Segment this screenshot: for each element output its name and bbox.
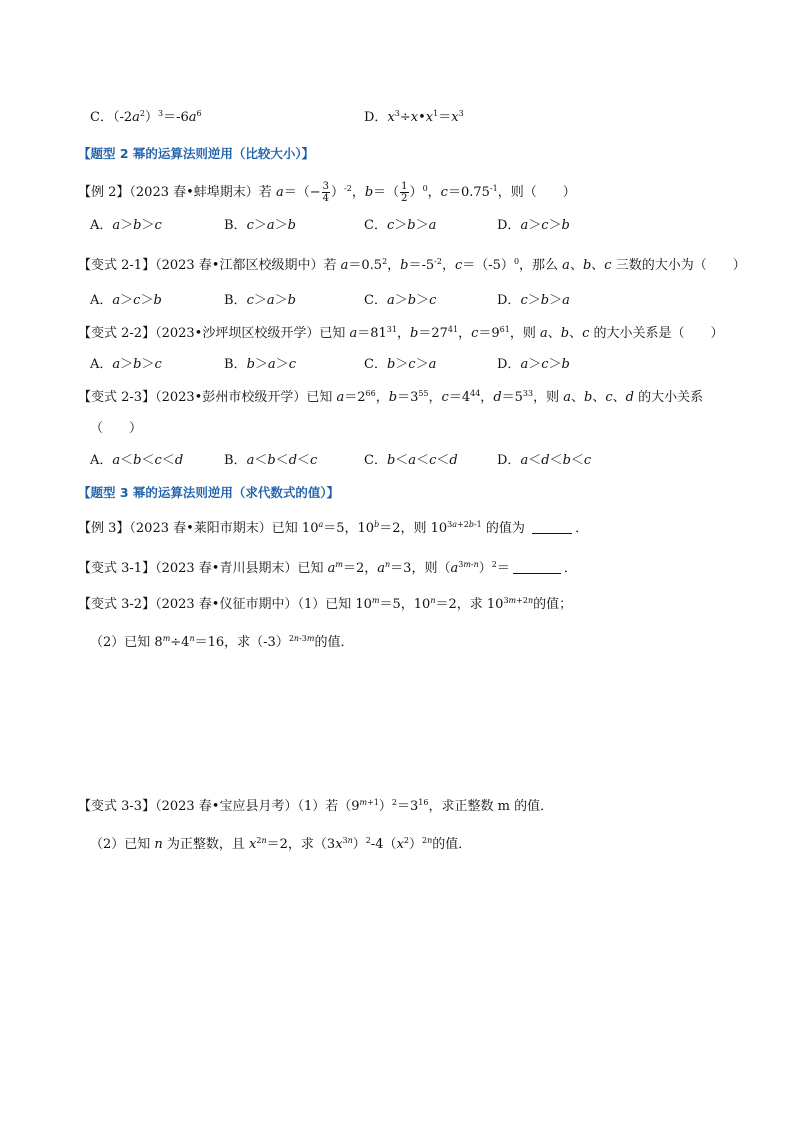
variant-2-2-options [0, 356, 794, 374]
variant-2-3-paren: （ ） [90, 421, 143, 436]
variant-3-2-question-2: （2）已知 $8^m\div 4^n=16$，求$(-3)^{2n-3m}$的值． [90, 634, 354, 650]
answer-blank [532, 521, 572, 534]
section-heading-type2: 【题型 2 幂的运算法则逆用（比较大小）】 [78, 146, 315, 161]
option-a: A．a＞b＞c [90, 357, 162, 372]
answer-blank [513, 561, 561, 574]
option-d: D．$x^3\div x•x^1=x^3$ [364, 109, 464, 125]
option-d: D．a＞c＞b [497, 357, 570, 372]
option-c: C．c＞b＞a [364, 218, 437, 233]
option-b: B．c＞a＞b [224, 293, 296, 308]
option-d: D．c＞b＞a [497, 293, 570, 308]
variant-2-1-options [0, 292, 794, 310]
variant-3-3-question-1: 【变式 3-3】（2023 春•宝应县月考）（1）若$(9^{m+1})^2=3^{16}$，求正整数 m 的值． [78, 798, 554, 814]
variant-3-2-question-1: 【变式 3-2】（2023 春•仪征市期中）（1）已知 $10^m=5$，$10^n=2$，求 $10^{3m+2n}$的值； [78, 596, 573, 612]
example-3-question: 【例 3】（2023 春•莱阳市期末）已知 $10^a=5$，$10^b=2$，则 $10^{3a+2b-1}$ 的值为 ． [78, 520, 589, 536]
fraction-3-4: $\frac{3}{4}$ [322, 181, 329, 204]
option-c: C．a＞b＞c [364, 293, 437, 308]
variant-2-3-options [0, 452, 794, 470]
option-d: D．a＜d＜b＜c [497, 453, 592, 468]
variant-3-3-question-2: （2）已知 n 为正整数，且 $x^{2n}=2$，求$(3x^{3n})^2-4(x^2)^{2n}$的值． [90, 836, 472, 852]
example-2-options [0, 217, 794, 235]
section-heading-type3: 【题型 3 幂的运算法则逆用（求代数式的值）】 [78, 485, 340, 500]
top-options-row [0, 109, 794, 127]
option-b: B．b＞a＞c [224, 357, 296, 372]
variant-2-2-question: 【变式 2-2】（2023•沙坪坝区校级开学）已知 $a=81^{31}$，$b=27^{41}$，$c=9^{61}$，则 a、b、c 的大小关系是（ ） [78, 325, 724, 341]
option-b: B．a＜b＜d＜c [224, 453, 318, 468]
option-a: A．a＞b＞c [90, 218, 162, 233]
example-2-question: 【例 2】（2023 春•蚌埠期末）若 a＝（− $\frac{3}{4}$ ）$^{-2}$，b＝（ $\frac{1}{2}$ ）$^0$，$c=0.75^{-1}$，则（ ） [78, 181, 576, 204]
option-a: A．a＞c＞b [90, 293, 162, 308]
option-c: C．b＞c＞a [364, 357, 437, 372]
variant-2-3-question: 【变式 2-3】（2023•彭州市校级开学）已知 $a=2^{66}$，$b=3^{55}$，$c=4^{44}$，$d=5^{33}$，则 a、b、c、d 的大小关系 [78, 389, 704, 405]
option-b: B．c＞a＞b [224, 218, 296, 233]
option-c: C．$(-2a^2)^3=-6a^6$ [90, 109, 202, 125]
variant-2-1-question: 【变式 2-1】（2023 春•江都区校级期中）若 $a=0.5^2$，$b=-5^{-2}$，$c=(-5)^0$，那么 a、b、c 三数的大小为（ ） [78, 257, 746, 273]
option-c: C．b＜a＜c＜d [364, 453, 458, 468]
option-a: A．a＜b＜c＜d [90, 453, 184, 468]
fraction-1-2: $\frac{1}{2}$ [401, 181, 408, 204]
option-d: D．a＞c＞b [497, 218, 570, 233]
variant-3-1-question: 【变式 3-1】（2023 春•青川县期末）已知 $a^m=2$，$a^n=3$，则$(a^{3m-n})^2=$ ． [78, 560, 577, 576]
